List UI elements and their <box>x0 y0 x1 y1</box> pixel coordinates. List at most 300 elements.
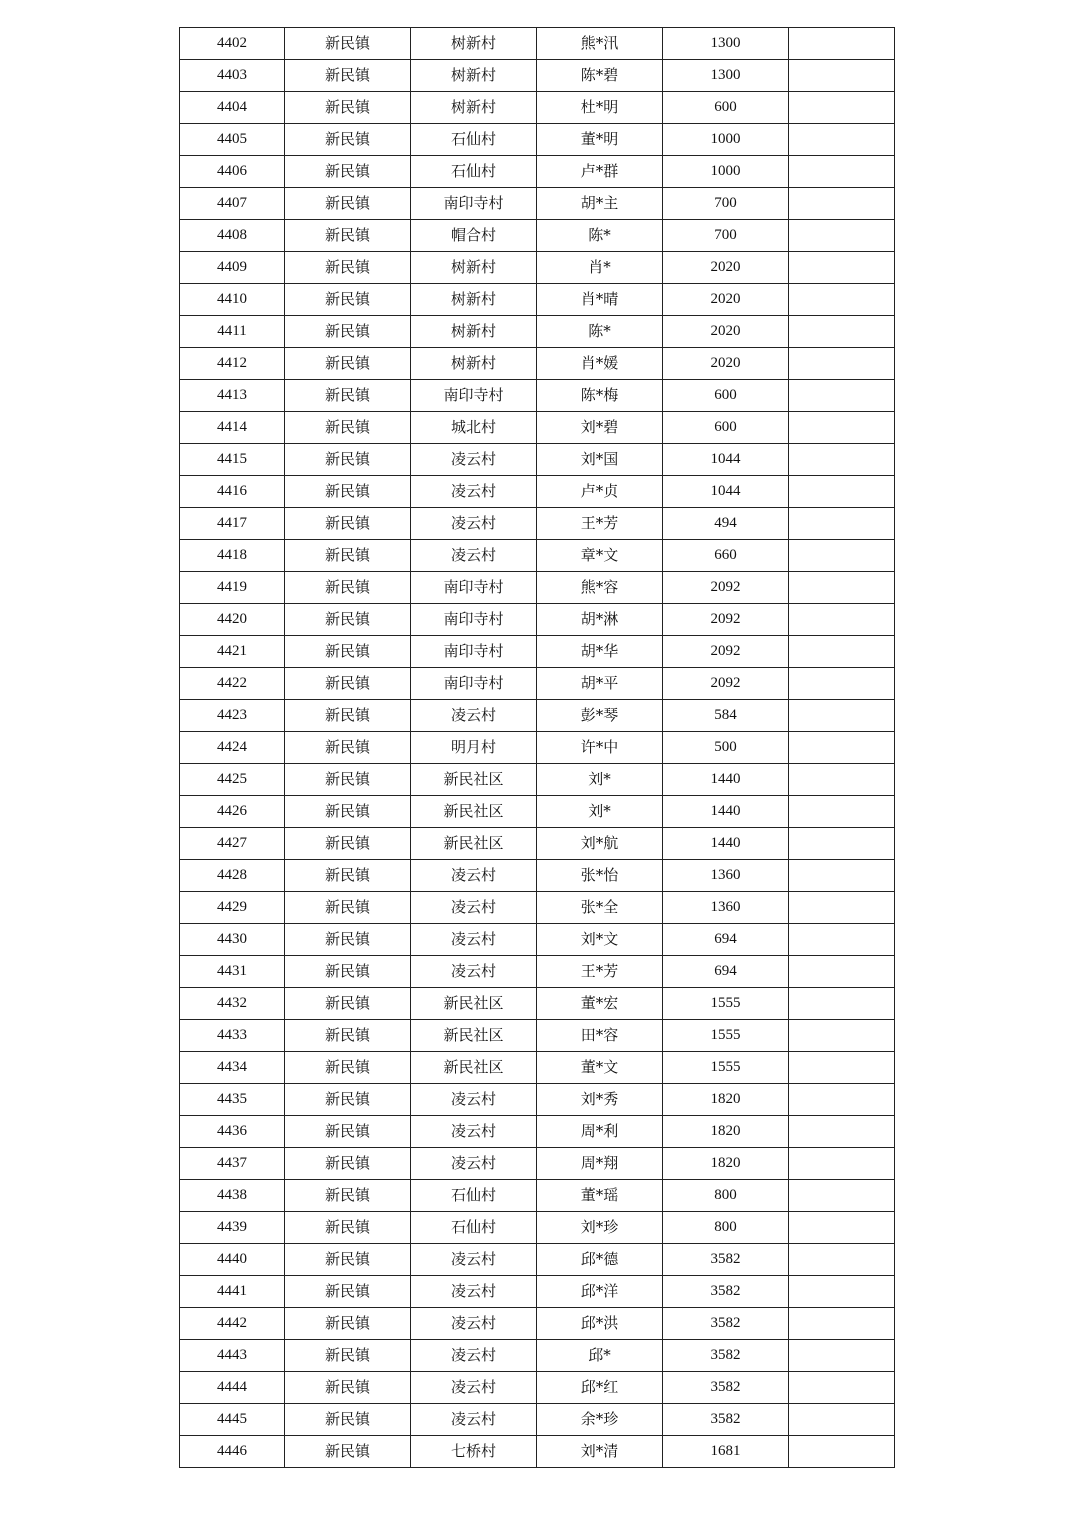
table-row <box>180 124 895 156</box>
town-cell: 新民镇 <box>285 476 411 508</box>
remark-cell <box>789 828 895 860</box>
amount-cell: 2020 <box>663 316 789 348</box>
row-number-cell: 4423 <box>180 700 285 732</box>
village-cell: 树新村 <box>411 348 537 380</box>
remark-cell <box>789 1116 895 1148</box>
village-cell: 新民社区 <box>411 764 537 796</box>
town-cell: 新民镇 <box>285 316 411 348</box>
table-row <box>180 572 895 604</box>
name-cell: 董*宏 <box>537 988 663 1020</box>
table-row <box>180 220 895 252</box>
town-cell: 新民镇 <box>285 988 411 1020</box>
town-cell: 新民镇 <box>285 892 411 924</box>
table-row <box>180 1340 895 1372</box>
row-number-cell: 4426 <box>180 796 285 828</box>
row-number-cell: 4444 <box>180 1372 285 1404</box>
row-number-cell: 4429 <box>180 892 285 924</box>
amount-cell: 694 <box>663 956 789 988</box>
row-number-cell: 4402 <box>180 28 285 60</box>
village-cell: 凌云村 <box>411 1084 537 1116</box>
remark-cell <box>789 1244 895 1276</box>
row-number-cell: 4410 <box>180 284 285 316</box>
name-cell: 刘*文 <box>537 924 663 956</box>
table-row <box>180 764 895 796</box>
village-cell: 凌云村 <box>411 1404 537 1436</box>
name-cell: 刘*航 <box>537 828 663 860</box>
row-number-cell: 4421 <box>180 636 285 668</box>
remark-cell <box>789 1436 895 1468</box>
name-cell: 邱*红 <box>537 1372 663 1404</box>
amount-cell: 800 <box>663 1212 789 1244</box>
town-cell: 新民镇 <box>285 28 411 60</box>
amount-cell: 2020 <box>663 252 789 284</box>
table-row <box>180 60 895 92</box>
remark-cell <box>789 700 895 732</box>
amount-cell: 1044 <box>663 444 789 476</box>
amount-cell: 1555 <box>663 1052 789 1084</box>
row-number-cell: 4425 <box>180 764 285 796</box>
village-cell: 南印寺村 <box>411 636 537 668</box>
village-cell: 凌云村 <box>411 860 537 892</box>
amount-cell: 600 <box>663 412 789 444</box>
amount-cell: 1044 <box>663 476 789 508</box>
row-number-cell: 4408 <box>180 220 285 252</box>
name-cell: 邱*洋 <box>537 1276 663 1308</box>
name-cell: 刘*碧 <box>537 412 663 444</box>
table-row <box>180 1372 895 1404</box>
town-cell: 新民镇 <box>285 348 411 380</box>
remark-cell <box>789 252 895 284</box>
data-table <box>179 27 895 1468</box>
village-cell: 凌云村 <box>411 1340 537 1372</box>
village-cell: 城北村 <box>411 412 537 444</box>
name-cell: 田*容 <box>537 1020 663 1052</box>
table-row <box>180 1276 895 1308</box>
remark-cell <box>789 124 895 156</box>
remark-cell <box>789 188 895 220</box>
row-number-cell: 4403 <box>180 60 285 92</box>
row-number-cell: 4439 <box>180 1212 285 1244</box>
table-row <box>180 380 895 412</box>
village-cell: 凌云村 <box>411 1116 537 1148</box>
table-row <box>180 284 895 316</box>
town-cell: 新民镇 <box>285 124 411 156</box>
table-row <box>180 636 895 668</box>
village-cell: 凌云村 <box>411 1308 537 1340</box>
amount-cell: 1440 <box>663 828 789 860</box>
name-cell: 胡*淋 <box>537 604 663 636</box>
row-number-cell: 4419 <box>180 572 285 604</box>
remark-cell <box>789 988 895 1020</box>
village-cell: 凌云村 <box>411 444 537 476</box>
town-cell: 新民镇 <box>285 380 411 412</box>
amount-cell: 1300 <box>663 28 789 60</box>
row-number-cell: 4440 <box>180 1244 285 1276</box>
row-number-cell: 4435 <box>180 1084 285 1116</box>
town-cell: 新民镇 <box>285 188 411 220</box>
remark-cell <box>789 1372 895 1404</box>
remark-cell <box>789 604 895 636</box>
town-cell: 新民镇 <box>285 1148 411 1180</box>
amount-cell: 2092 <box>663 668 789 700</box>
amount-cell: 1000 <box>663 124 789 156</box>
village-cell: 树新村 <box>411 28 537 60</box>
table-row <box>180 1436 895 1468</box>
table-row <box>180 1212 895 1244</box>
amount-cell: 694 <box>663 924 789 956</box>
name-cell: 刘*清 <box>537 1436 663 1468</box>
town-cell: 新民镇 <box>285 252 411 284</box>
name-cell: 胡*主 <box>537 188 663 220</box>
remark-cell <box>789 316 895 348</box>
amount-cell: 1360 <box>663 892 789 924</box>
name-cell: 董*明 <box>537 124 663 156</box>
table-row <box>180 924 895 956</box>
name-cell: 刘* <box>537 764 663 796</box>
town-cell: 新民镇 <box>285 444 411 476</box>
village-cell: 树新村 <box>411 60 537 92</box>
remark-cell <box>789 1020 895 1052</box>
village-cell: 凌云村 <box>411 476 537 508</box>
row-number-cell: 4430 <box>180 924 285 956</box>
remark-cell <box>789 1148 895 1180</box>
town-cell: 新民镇 <box>285 1052 411 1084</box>
town-cell: 新民镇 <box>285 1308 411 1340</box>
remark-cell <box>789 956 895 988</box>
town-cell: 新民镇 <box>285 412 411 444</box>
table-row <box>180 1180 895 1212</box>
remark-cell <box>789 284 895 316</box>
table-row <box>180 28 895 60</box>
amount-cell: 584 <box>663 700 789 732</box>
name-cell: 邱*德 <box>537 1244 663 1276</box>
name-cell: 张*全 <box>537 892 663 924</box>
remark-cell <box>789 572 895 604</box>
remark-cell <box>789 924 895 956</box>
village-cell: 凌云村 <box>411 508 537 540</box>
table-row <box>180 1244 895 1276</box>
name-cell: 熊*容 <box>537 572 663 604</box>
village-cell: 南印寺村 <box>411 572 537 604</box>
row-number-cell: 4443 <box>180 1340 285 1372</box>
row-number-cell: 4424 <box>180 732 285 764</box>
name-cell: 熊*汛 <box>537 28 663 60</box>
row-number-cell: 4409 <box>180 252 285 284</box>
town-cell: 新民镇 <box>285 1180 411 1212</box>
remark-cell <box>789 412 895 444</box>
row-number-cell: 4412 <box>180 348 285 380</box>
row-number-cell: 4442 <box>180 1308 285 1340</box>
amount-cell: 3582 <box>663 1244 789 1276</box>
town-cell: 新民镇 <box>285 540 411 572</box>
remark-cell <box>789 860 895 892</box>
village-cell: 石仙村 <box>411 1180 537 1212</box>
remark-cell <box>789 380 895 412</box>
amount-cell: 1360 <box>663 860 789 892</box>
remark-cell <box>789 892 895 924</box>
village-cell: 树新村 <box>411 284 537 316</box>
name-cell: 刘* <box>537 796 663 828</box>
name-cell: 胡*华 <box>537 636 663 668</box>
amount-cell: 500 <box>663 732 789 764</box>
remark-cell <box>789 476 895 508</box>
table-row <box>180 188 895 220</box>
amount-cell: 1555 <box>663 988 789 1020</box>
remark-cell <box>789 636 895 668</box>
amount-cell: 494 <box>663 508 789 540</box>
village-cell: 凌云村 <box>411 1244 537 1276</box>
name-cell: 刘*国 <box>537 444 663 476</box>
table-row <box>180 1116 895 1148</box>
remark-cell <box>789 796 895 828</box>
remark-cell <box>789 1276 895 1308</box>
village-cell: 凌云村 <box>411 700 537 732</box>
town-cell: 新民镇 <box>285 700 411 732</box>
row-number-cell: 4417 <box>180 508 285 540</box>
amount-cell: 1820 <box>663 1116 789 1148</box>
town-cell: 新民镇 <box>285 92 411 124</box>
row-number-cell: 4406 <box>180 156 285 188</box>
village-cell: 凌云村 <box>411 1276 537 1308</box>
row-number-cell: 4431 <box>180 956 285 988</box>
remark-cell <box>789 1308 895 1340</box>
village-cell: 树新村 <box>411 252 537 284</box>
village-cell: 明月村 <box>411 732 537 764</box>
table-row <box>180 540 895 572</box>
row-number-cell: 4427 <box>180 828 285 860</box>
remark-cell <box>789 1052 895 1084</box>
town-cell: 新民镇 <box>285 796 411 828</box>
row-number-cell: 4415 <box>180 444 285 476</box>
amount-cell: 660 <box>663 540 789 572</box>
name-cell: 肖*媛 <box>537 348 663 380</box>
table-row <box>180 1148 895 1180</box>
town-cell: 新民镇 <box>285 828 411 860</box>
table-row <box>180 348 895 380</box>
town-cell: 新民镇 <box>285 572 411 604</box>
name-cell: 董*文 <box>537 1052 663 1084</box>
town-cell: 新民镇 <box>285 732 411 764</box>
table-row <box>180 508 895 540</box>
amount-cell: 700 <box>663 188 789 220</box>
name-cell: 彭*琴 <box>537 700 663 732</box>
amount-cell: 1555 <box>663 1020 789 1052</box>
village-cell: 南印寺村 <box>411 668 537 700</box>
table-row <box>180 1404 895 1436</box>
amount-cell: 800 <box>663 1180 789 1212</box>
table-row <box>180 860 895 892</box>
table-row <box>180 796 895 828</box>
remark-cell <box>789 156 895 188</box>
town-cell: 新民镇 <box>285 1340 411 1372</box>
table-row <box>180 316 895 348</box>
table-row <box>180 476 895 508</box>
town-cell: 新民镇 <box>285 1404 411 1436</box>
village-cell: 新民社区 <box>411 828 537 860</box>
town-cell: 新民镇 <box>285 860 411 892</box>
village-cell: 帽合村 <box>411 220 537 252</box>
town-cell: 新民镇 <box>285 1276 411 1308</box>
village-cell: 凌云村 <box>411 892 537 924</box>
name-cell: 余*珍 <box>537 1404 663 1436</box>
name-cell: 刘*珍 <box>537 1212 663 1244</box>
village-cell: 新民社区 <box>411 1020 537 1052</box>
village-cell: 南印寺村 <box>411 188 537 220</box>
town-cell: 新民镇 <box>285 1244 411 1276</box>
village-cell: 凌云村 <box>411 924 537 956</box>
remark-cell <box>789 732 895 764</box>
village-cell: 凌云村 <box>411 540 537 572</box>
table-row <box>180 668 895 700</box>
remark-cell <box>789 348 895 380</box>
town-cell: 新民镇 <box>285 604 411 636</box>
name-cell: 董*瑶 <box>537 1180 663 1212</box>
table-row <box>180 1308 895 1340</box>
row-number-cell: 4446 <box>180 1436 285 1468</box>
row-number-cell: 4441 <box>180 1276 285 1308</box>
amount-cell: 1681 <box>663 1436 789 1468</box>
row-number-cell: 4414 <box>180 412 285 444</box>
village-cell: 新民社区 <box>411 988 537 1020</box>
name-cell: 邱*洪 <box>537 1308 663 1340</box>
table-row <box>180 1020 895 1052</box>
amount-cell: 600 <box>663 92 789 124</box>
row-number-cell: 4436 <box>180 1116 285 1148</box>
remark-cell <box>789 668 895 700</box>
row-number-cell: 4428 <box>180 860 285 892</box>
table-row <box>180 444 895 476</box>
remark-cell <box>789 444 895 476</box>
amount-cell: 1300 <box>663 60 789 92</box>
village-cell: 七桥村 <box>411 1436 537 1468</box>
name-cell: 陈* <box>537 220 663 252</box>
town-cell: 新民镇 <box>285 924 411 956</box>
town-cell: 新民镇 <box>285 1020 411 1052</box>
table-row <box>180 156 895 188</box>
town-cell: 新民镇 <box>285 956 411 988</box>
table-row <box>180 700 895 732</box>
row-number-cell: 4405 <box>180 124 285 156</box>
amount-cell: 2020 <box>663 348 789 380</box>
row-number-cell: 4418 <box>180 540 285 572</box>
village-cell: 南印寺村 <box>411 380 537 412</box>
table-body <box>180 28 895 1468</box>
table-row <box>180 92 895 124</box>
amount-cell: 3582 <box>663 1404 789 1436</box>
remark-cell <box>789 28 895 60</box>
row-number-cell: 4432 <box>180 988 285 1020</box>
remark-cell <box>789 764 895 796</box>
remark-cell <box>789 220 895 252</box>
name-cell: 卢*群 <box>537 156 663 188</box>
amount-cell: 1820 <box>663 1084 789 1116</box>
amount-cell: 2092 <box>663 572 789 604</box>
amount-cell: 3582 <box>663 1308 789 1340</box>
town-cell: 新民镇 <box>285 668 411 700</box>
village-cell: 树新村 <box>411 92 537 124</box>
name-cell: 卢*贞 <box>537 476 663 508</box>
amount-cell: 2020 <box>663 284 789 316</box>
name-cell: 陈*梅 <box>537 380 663 412</box>
amount-cell: 3582 <box>663 1340 789 1372</box>
town-cell: 新民镇 <box>285 1372 411 1404</box>
village-cell: 凌云村 <box>411 1372 537 1404</box>
row-number-cell: 4433 <box>180 1020 285 1052</box>
name-cell: 王*芳 <box>537 956 663 988</box>
amount-cell: 1000 <box>663 156 789 188</box>
row-number-cell: 4413 <box>180 380 285 412</box>
remark-cell <box>789 508 895 540</box>
row-number-cell: 4434 <box>180 1052 285 1084</box>
amount-cell: 1820 <box>663 1148 789 1180</box>
remark-cell <box>789 1404 895 1436</box>
remark-cell <box>789 60 895 92</box>
remark-cell <box>789 1340 895 1372</box>
row-number-cell: 4445 <box>180 1404 285 1436</box>
name-cell: 杜*明 <box>537 92 663 124</box>
remark-cell <box>789 92 895 124</box>
table-row <box>180 956 895 988</box>
table-row <box>180 988 895 1020</box>
remark-cell <box>789 540 895 572</box>
row-number-cell: 4404 <box>180 92 285 124</box>
row-number-cell: 4407 <box>180 188 285 220</box>
village-cell: 新民社区 <box>411 796 537 828</box>
amount-cell: 700 <box>663 220 789 252</box>
name-cell: 邱* <box>537 1340 663 1372</box>
town-cell: 新民镇 <box>285 1436 411 1468</box>
village-cell: 新民社区 <box>411 1052 537 1084</box>
remark-cell <box>789 1180 895 1212</box>
village-cell: 石仙村 <box>411 1212 537 1244</box>
amount-cell: 600 <box>663 380 789 412</box>
name-cell: 周*利 <box>537 1116 663 1148</box>
table-row <box>180 604 895 636</box>
table-row <box>180 1052 895 1084</box>
name-cell: 肖*晴 <box>537 284 663 316</box>
village-cell: 石仙村 <box>411 124 537 156</box>
name-cell: 陈* <box>537 316 663 348</box>
name-cell: 胡*平 <box>537 668 663 700</box>
row-number-cell: 4416 <box>180 476 285 508</box>
amount-cell: 3582 <box>663 1372 789 1404</box>
table-row <box>180 892 895 924</box>
amount-cell: 2092 <box>663 604 789 636</box>
row-number-cell: 4437 <box>180 1148 285 1180</box>
amount-cell: 1440 <box>663 764 789 796</box>
name-cell: 章*文 <box>537 540 663 572</box>
row-number-cell: 4420 <box>180 604 285 636</box>
name-cell: 陈*碧 <box>537 60 663 92</box>
village-cell: 凌云村 <box>411 956 537 988</box>
village-cell: 石仙村 <box>411 156 537 188</box>
village-cell: 凌云村 <box>411 1148 537 1180</box>
name-cell: 刘*秀 <box>537 1084 663 1116</box>
name-cell: 王*芳 <box>537 508 663 540</box>
table-row <box>180 732 895 764</box>
town-cell: 新民镇 <box>285 636 411 668</box>
table-row <box>180 412 895 444</box>
row-number-cell: 4438 <box>180 1180 285 1212</box>
village-cell: 树新村 <box>411 316 537 348</box>
town-cell: 新民镇 <box>285 60 411 92</box>
town-cell: 新民镇 <box>285 1116 411 1148</box>
name-cell: 许*中 <box>537 732 663 764</box>
town-cell: 新民镇 <box>285 764 411 796</box>
town-cell: 新民镇 <box>285 508 411 540</box>
table-row <box>180 828 895 860</box>
table-row <box>180 252 895 284</box>
